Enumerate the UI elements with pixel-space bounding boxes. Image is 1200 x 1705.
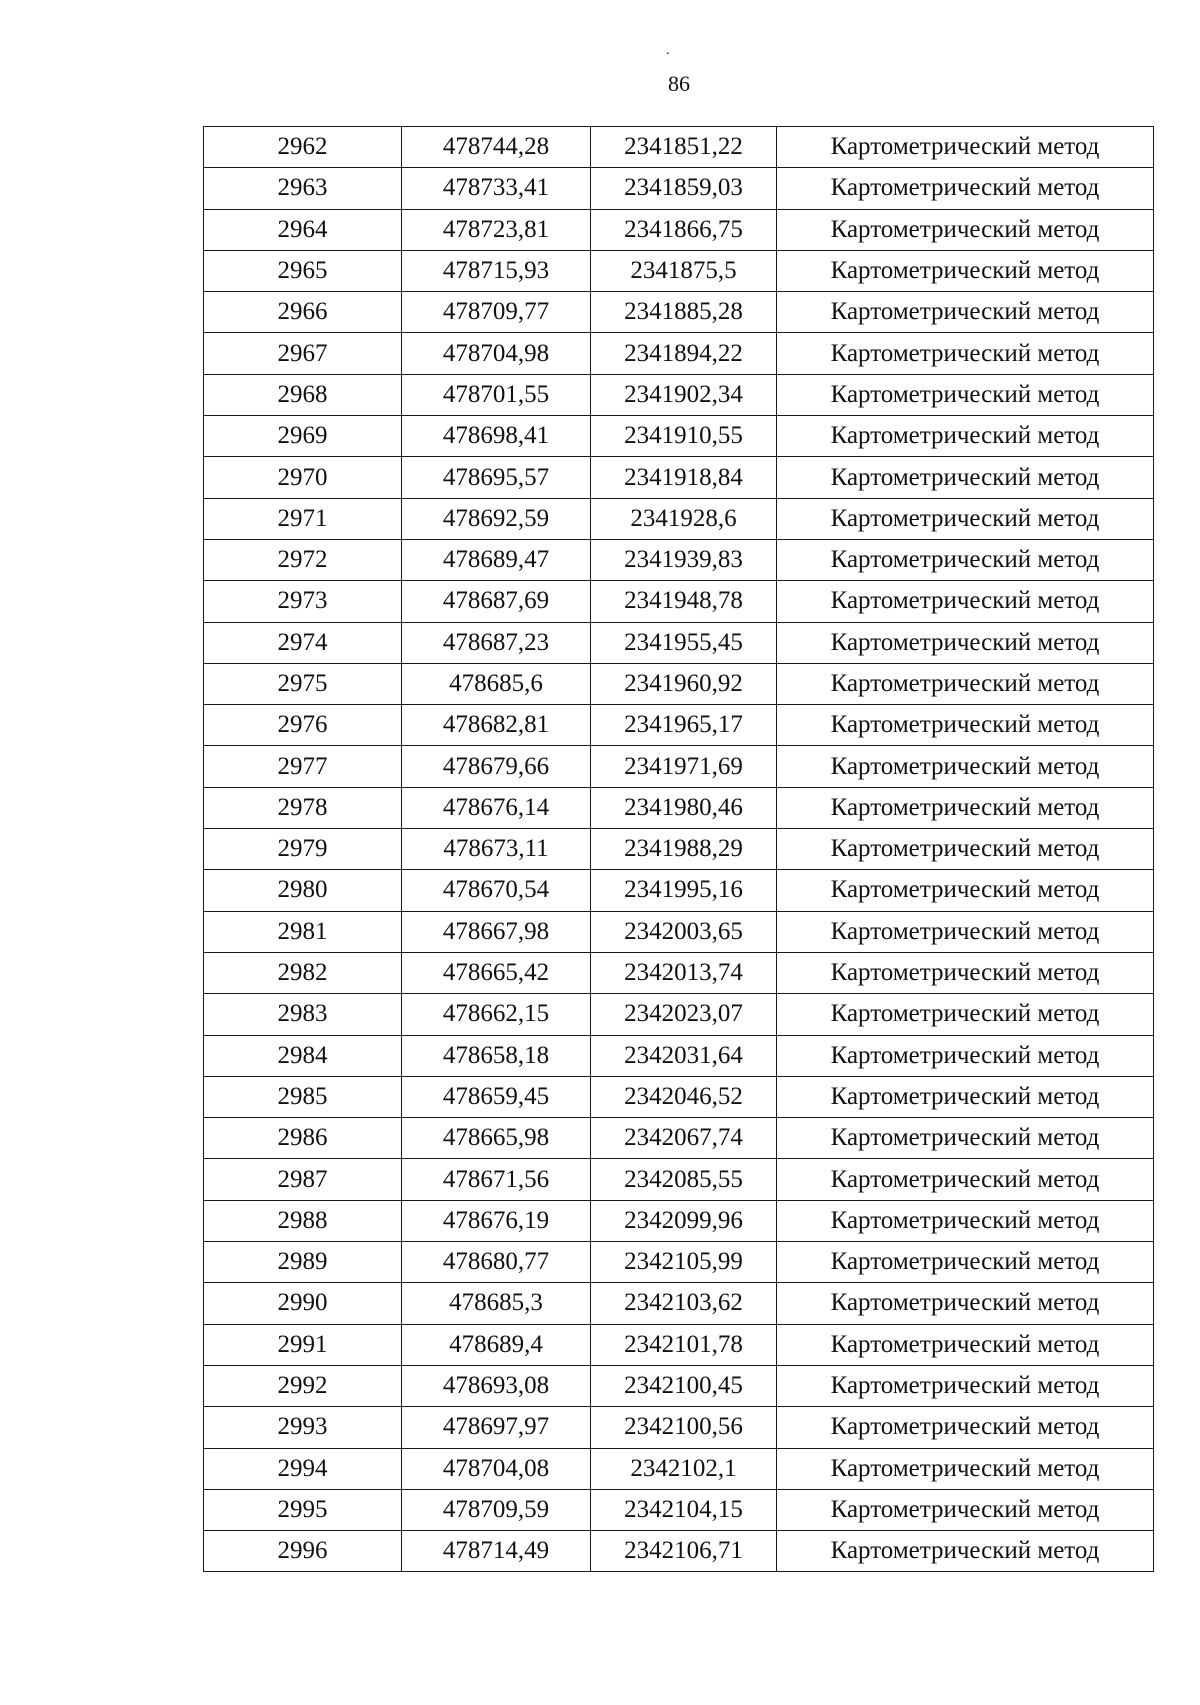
method-cell: Картометрический метод — [777, 911, 1154, 952]
method-cell: Картометрический метод — [777, 952, 1154, 993]
table-row — [204, 1407, 1154, 1448]
point-number-cell: 2987 — [204, 1159, 402, 1200]
method-cell: Картометрический метод — [777, 374, 1154, 415]
point-number-cell: 2984 — [204, 1035, 402, 1076]
method-cell: Картометрический метод — [777, 168, 1154, 209]
y-coordinate-cell: 2342013,74 — [591, 952, 777, 993]
point-number-cell: 2967 — [204, 333, 402, 374]
table-row — [204, 1076, 1154, 1117]
table-row — [204, 1489, 1154, 1530]
y-coordinate-cell: 2342067,74 — [591, 1118, 777, 1159]
table-row — [204, 168, 1154, 209]
y-coordinate-cell: 2341902,34 — [591, 374, 777, 415]
method-cell: Картометрический метод — [777, 292, 1154, 333]
method-cell: Картометрический метод — [777, 1035, 1154, 1076]
y-coordinate-cell: 2342003,65 — [591, 911, 777, 952]
x-coordinate-cell: 478715,93 — [402, 250, 591, 291]
x-coordinate-cell: 478701,55 — [402, 374, 591, 415]
table-row — [204, 333, 1154, 374]
x-coordinate-cell: 478671,56 — [402, 1159, 591, 1200]
x-coordinate-cell: 478733,41 — [402, 168, 591, 209]
y-coordinate-cell: 2341851,22 — [591, 127, 777, 168]
coordinates-table — [203, 126, 1154, 1572]
method-cell: Картометрический метод — [777, 1076, 1154, 1117]
method-cell: Картометрический метод — [777, 1283, 1154, 1324]
table-row — [204, 870, 1154, 911]
table-row — [204, 705, 1154, 746]
x-coordinate-cell: 478687,69 — [402, 581, 591, 622]
table-row — [204, 829, 1154, 870]
y-coordinate-cell: 2341995,16 — [591, 870, 777, 911]
method-cell: Картометрический метод — [777, 457, 1154, 498]
point-number-cell: 2986 — [204, 1118, 402, 1159]
method-cell: Картометрический метод — [777, 1489, 1154, 1530]
point-number-cell: 2973 — [204, 581, 402, 622]
point-number-cell: 2991 — [204, 1324, 402, 1365]
x-coordinate-cell: 478692,59 — [402, 498, 591, 539]
y-coordinate-cell: 2341965,17 — [591, 705, 777, 746]
x-coordinate-cell: 478670,54 — [402, 870, 591, 911]
x-coordinate-cell: 478676,19 — [402, 1200, 591, 1241]
method-cell: Картометрический метод — [777, 498, 1154, 539]
y-coordinate-cell: 2341910,55 — [591, 416, 777, 457]
x-coordinate-cell: 478676,14 — [402, 787, 591, 828]
point-number-cell: 2963 — [204, 168, 402, 209]
point-number-cell: 2995 — [204, 1489, 402, 1530]
point-number-cell: 2977 — [204, 746, 402, 787]
table-row — [204, 1200, 1154, 1241]
y-coordinate-cell: 2342099,96 — [591, 1200, 777, 1241]
y-coordinate-cell: 2342104,15 — [591, 1489, 777, 1530]
y-coordinate-cell: 2341971,69 — [591, 746, 777, 787]
x-coordinate-cell: 478695,57 — [402, 457, 591, 498]
method-cell: Картометрический метод — [777, 250, 1154, 291]
table-row — [204, 127, 1154, 168]
table-row — [204, 994, 1154, 1035]
scan-mark: . — [666, 43, 670, 58]
point-number-cell: 2975 — [204, 663, 402, 704]
y-coordinate-cell: 2342105,99 — [591, 1242, 777, 1283]
point-number-cell: 2994 — [204, 1448, 402, 1489]
table-row — [204, 1118, 1154, 1159]
y-coordinate-cell: 2341875,5 — [591, 250, 777, 291]
x-coordinate-cell: 478709,59 — [402, 1489, 591, 1530]
table-row — [204, 1242, 1154, 1283]
point-number-cell: 2988 — [204, 1200, 402, 1241]
table-row — [204, 1324, 1154, 1365]
table-row — [204, 1159, 1154, 1200]
coordinates-table-body — [204, 127, 1154, 1572]
y-coordinate-cell: 2342100,45 — [591, 1365, 777, 1406]
table-row — [204, 1035, 1154, 1076]
point-number-cell: 2989 — [204, 1242, 402, 1283]
point-number-cell: 2969 — [204, 416, 402, 457]
point-number-cell: 2971 — [204, 498, 402, 539]
table-row — [204, 581, 1154, 622]
x-coordinate-cell: 478698,41 — [402, 416, 591, 457]
y-coordinate-cell: 2342101,78 — [591, 1324, 777, 1365]
point-number-cell: 2979 — [204, 829, 402, 870]
point-number-cell: 2983 — [204, 994, 402, 1035]
method-cell: Картометрический метод — [777, 1200, 1154, 1241]
method-cell: Картометрический метод — [777, 1118, 1154, 1159]
y-coordinate-cell: 2341885,28 — [591, 292, 777, 333]
method-cell: Картометрический метод — [777, 333, 1154, 374]
y-coordinate-cell: 2341918,84 — [591, 457, 777, 498]
x-coordinate-cell: 478679,66 — [402, 746, 591, 787]
point-number-cell: 2976 — [204, 705, 402, 746]
point-number-cell: 2996 — [204, 1531, 402, 1572]
y-coordinate-cell: 2341894,22 — [591, 333, 777, 374]
method-cell: Картометрический метод — [777, 994, 1154, 1035]
x-coordinate-cell: 478704,08 — [402, 1448, 591, 1489]
x-coordinate-cell: 478658,18 — [402, 1035, 591, 1076]
method-cell: Картометрический метод — [777, 127, 1154, 168]
method-cell: Картометрический метод — [777, 209, 1154, 250]
table-row — [204, 292, 1154, 333]
point-number-cell: 2968 — [204, 374, 402, 415]
method-cell: Картометрический метод — [777, 1448, 1154, 1489]
method-cell: Картометрический метод — [777, 1159, 1154, 1200]
table-row — [204, 663, 1154, 704]
table-row — [204, 374, 1154, 415]
point-number-cell: 2985 — [204, 1076, 402, 1117]
y-coordinate-cell: 2341928,6 — [591, 498, 777, 539]
y-coordinate-cell: 2342085,55 — [591, 1159, 777, 1200]
method-cell: Картометрический метод — [777, 539, 1154, 580]
point-number-cell: 2964 — [204, 209, 402, 250]
point-number-cell: 2992 — [204, 1365, 402, 1406]
point-number-cell: 2993 — [204, 1407, 402, 1448]
method-cell: Картометрический метод — [777, 416, 1154, 457]
y-coordinate-cell: 2341939,83 — [591, 539, 777, 580]
table-row — [204, 498, 1154, 539]
point-number-cell: 2970 — [204, 457, 402, 498]
point-number-cell: 2974 — [204, 622, 402, 663]
table-row — [204, 416, 1154, 457]
point-number-cell: 2981 — [204, 911, 402, 952]
point-number-cell: 2966 — [204, 292, 402, 333]
x-coordinate-cell: 478682,81 — [402, 705, 591, 746]
page-number: 86 — [668, 71, 690, 96]
x-coordinate-cell: 478744,28 — [402, 127, 591, 168]
table-row — [204, 622, 1154, 663]
y-coordinate-cell: 2342100,56 — [591, 1407, 777, 1448]
x-coordinate-cell: 478714,49 — [402, 1531, 591, 1572]
y-coordinate-cell: 2341980,46 — [591, 787, 777, 828]
x-coordinate-cell: 478685,6 — [402, 663, 591, 704]
table-row — [204, 787, 1154, 828]
table-row — [204, 209, 1154, 250]
point-number-cell: 2982 — [204, 952, 402, 993]
table-row — [204, 952, 1154, 993]
y-coordinate-cell: 2342102,1 — [591, 1448, 777, 1489]
y-coordinate-cell: 2341866,75 — [591, 209, 777, 250]
method-cell: Картометрический метод — [777, 1365, 1154, 1406]
table-row — [204, 1283, 1154, 1324]
x-coordinate-cell: 478673,11 — [402, 829, 591, 870]
point-number-cell: 2980 — [204, 870, 402, 911]
x-coordinate-cell: 478685,3 — [402, 1283, 591, 1324]
point-number-cell: 2962 — [204, 127, 402, 168]
point-number-cell: 2965 — [204, 250, 402, 291]
y-coordinate-cell: 2341948,78 — [591, 581, 777, 622]
x-coordinate-cell: 478693,08 — [402, 1365, 591, 1406]
table-row — [204, 1448, 1154, 1489]
y-coordinate-cell: 2342106,71 — [591, 1531, 777, 1572]
x-coordinate-cell: 478687,23 — [402, 622, 591, 663]
y-coordinate-cell: 2341955,45 — [591, 622, 777, 663]
method-cell: Картометрический метод — [777, 787, 1154, 828]
point-number-cell: 2990 — [204, 1283, 402, 1324]
x-coordinate-cell: 478680,77 — [402, 1242, 591, 1283]
method-cell: Картометрический метод — [777, 1324, 1154, 1365]
method-cell: Картометрический метод — [777, 1407, 1154, 1448]
y-coordinate-cell: 2342103,62 — [591, 1283, 777, 1324]
x-coordinate-cell: 478662,15 — [402, 994, 591, 1035]
x-coordinate-cell: 478689,47 — [402, 539, 591, 580]
y-coordinate-cell: 2342031,64 — [591, 1035, 777, 1076]
y-coordinate-cell: 2342046,52 — [591, 1076, 777, 1117]
y-coordinate-cell: 2342023,07 — [591, 994, 777, 1035]
y-coordinate-cell: 2341859,03 — [591, 168, 777, 209]
x-coordinate-cell: 478667,98 — [402, 911, 591, 952]
table-row — [204, 539, 1154, 580]
table-row — [204, 457, 1154, 498]
method-cell: Картометрический метод — [777, 829, 1154, 870]
x-coordinate-cell: 478704,98 — [402, 333, 591, 374]
x-coordinate-cell: 478723,81 — [402, 209, 591, 250]
method-cell: Картометрический метод — [777, 705, 1154, 746]
method-cell: Картометрический метод — [777, 746, 1154, 787]
method-cell: Картометрический метод — [777, 663, 1154, 704]
table-row — [204, 250, 1154, 291]
method-cell: Картометрический метод — [777, 622, 1154, 663]
x-coordinate-cell: 478689,4 — [402, 1324, 591, 1365]
y-coordinate-cell: 2341960,92 — [591, 663, 777, 704]
x-coordinate-cell: 478709,77 — [402, 292, 591, 333]
x-coordinate-cell: 478665,98 — [402, 1118, 591, 1159]
point-number-cell: 2978 — [204, 787, 402, 828]
x-coordinate-cell: 478697,97 — [402, 1407, 591, 1448]
y-coordinate-cell: 2341988,29 — [591, 829, 777, 870]
method-cell: Картометрический метод — [777, 581, 1154, 622]
x-coordinate-cell: 478665,42 — [402, 952, 591, 993]
x-coordinate-cell: 478659,45 — [402, 1076, 591, 1117]
table-row — [204, 1531, 1154, 1572]
table-row — [204, 911, 1154, 952]
method-cell: Картометрический метод — [777, 1531, 1154, 1572]
table-row — [204, 1365, 1154, 1406]
table-row — [204, 746, 1154, 787]
method-cell: Картометрический метод — [777, 1242, 1154, 1283]
point-number-cell: 2972 — [204, 539, 402, 580]
method-cell: Картометрический метод — [777, 870, 1154, 911]
